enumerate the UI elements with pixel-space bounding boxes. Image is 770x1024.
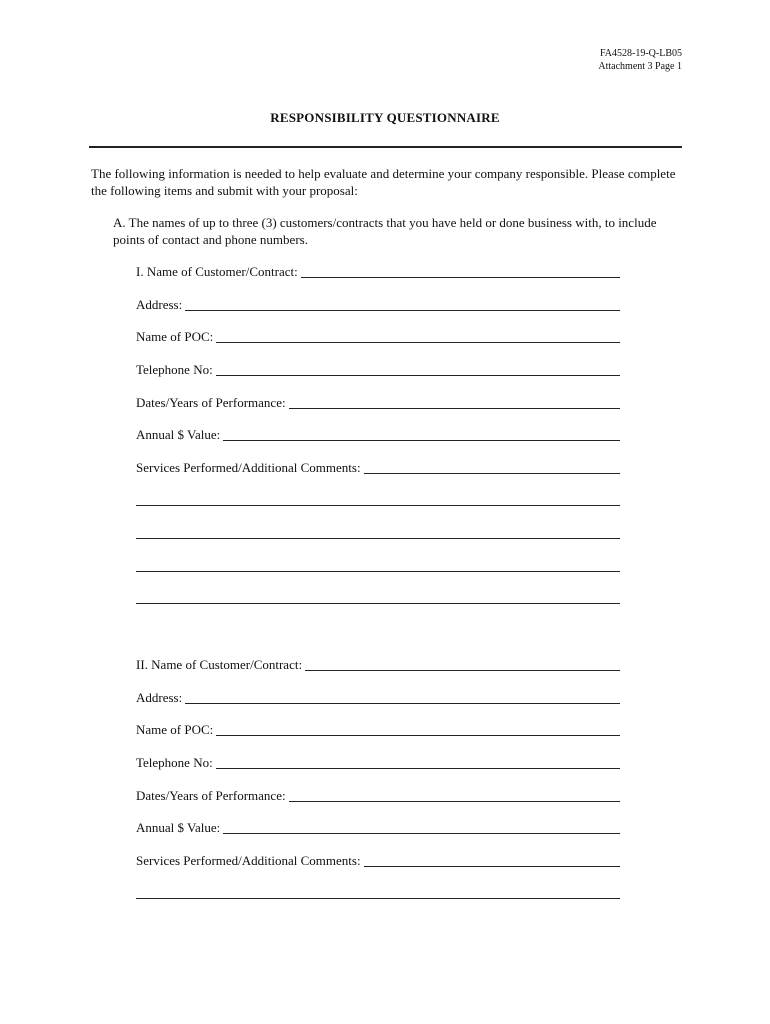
customer-2-value-line[interactable] [223,833,620,834]
customer-2-value-label: Annual $ Value: [136,820,221,835]
customer-1-comment-line[interactable] [136,602,620,604]
customer-2-phone-field[interactable] [136,753,620,771]
customer-1-value-label: Annual $ Value: [136,427,221,442]
customer-2-address-label: Address: [136,690,183,705]
customer-1-address-line[interactable] [185,310,620,311]
attachment-page: Attachment 3 Page 1 [598,61,682,72]
customer-2-poc-label: Name of POC: [136,722,214,737]
customer-2-services-label: Services Performed/Additional Comments: [136,853,361,868]
customer-2-address-field[interactable] [136,688,620,706]
customer-1-comment-line[interactable] [136,537,620,539]
customer-2-address-line[interactable] [185,703,620,704]
customer-2-dates-line[interactable] [289,801,620,802]
customer-1-poc-line[interactable] [216,342,620,343]
section-a-instructions: A. The names of up to three (3) customers/contracts that you have held or done business with, to include points of contact and phone numbers. [113,215,657,247]
customer-1-value-field[interactable] [136,425,620,443]
customer-1-phone-label: Telephone No: [136,362,213,377]
title-divider [89,146,682,148]
customer-2-comment-line[interactable] [136,897,620,899]
customer-2-dates-label: Dates/Years of Performance: [136,788,286,803]
customer-1-name-field[interactable] [136,262,620,280]
customer-1-value-line[interactable] [223,440,620,441]
customer-2-name-label: II. Name of Customer/Contract: [136,657,303,672]
customer-1-name-line[interactable] [301,277,620,278]
customer-1-phone-line[interactable] [216,375,620,376]
customer-1-poc-label: Name of POC: [136,329,214,344]
customer-1-dates-line[interactable] [289,408,620,409]
customer-1-address-field[interactable] [136,295,620,313]
customer-2-poc-field[interactable] [136,720,620,738]
customer-1-dates-label: Dates/Years of Performance: [136,395,286,410]
customer-2-value-field[interactable] [136,818,620,836]
customer-1-comment-line[interactable] [136,504,620,506]
customer-1-services-field[interactable] [136,458,620,476]
customer-2-phone-line[interactable] [216,768,620,769]
customer-2-name-line[interactable] [305,670,620,671]
customer-1-poc-field[interactable] [136,327,620,345]
customer-2-poc-line[interactable] [216,735,620,736]
form-reference [598,47,682,73]
customer-2-dates-field[interactable] [136,786,620,804]
customer-1-services-label: Services Performed/Additional Comments: [136,460,361,475]
form-number: FA4528-19-Q-LB05 [599,48,682,59]
customer-1-comment-line[interactable] [136,570,620,572]
customer-2-services-line[interactable] [364,866,620,867]
customer-1-services-line[interactable] [364,473,620,474]
customer-2-name-field[interactable] [136,655,620,673]
customer-1-name-label: I. Name of Customer/Contract: [136,264,298,279]
customer-2-services-field[interactable] [136,851,620,869]
customer-1-phone-field[interactable] [136,360,620,378]
customer-1-dates-field[interactable] [136,393,620,411]
page-title: RESPONSIBILITY QUESTIONNAIRE [270,110,500,125]
intro-paragraph: The following information is needed to help evaluate and determine your company responsible. Please complete the following items and submit with your proposal: [91,166,676,198]
customer-2-phone-label: Telephone No: [136,755,213,770]
customer-1-address-label: Address: [136,297,183,312]
